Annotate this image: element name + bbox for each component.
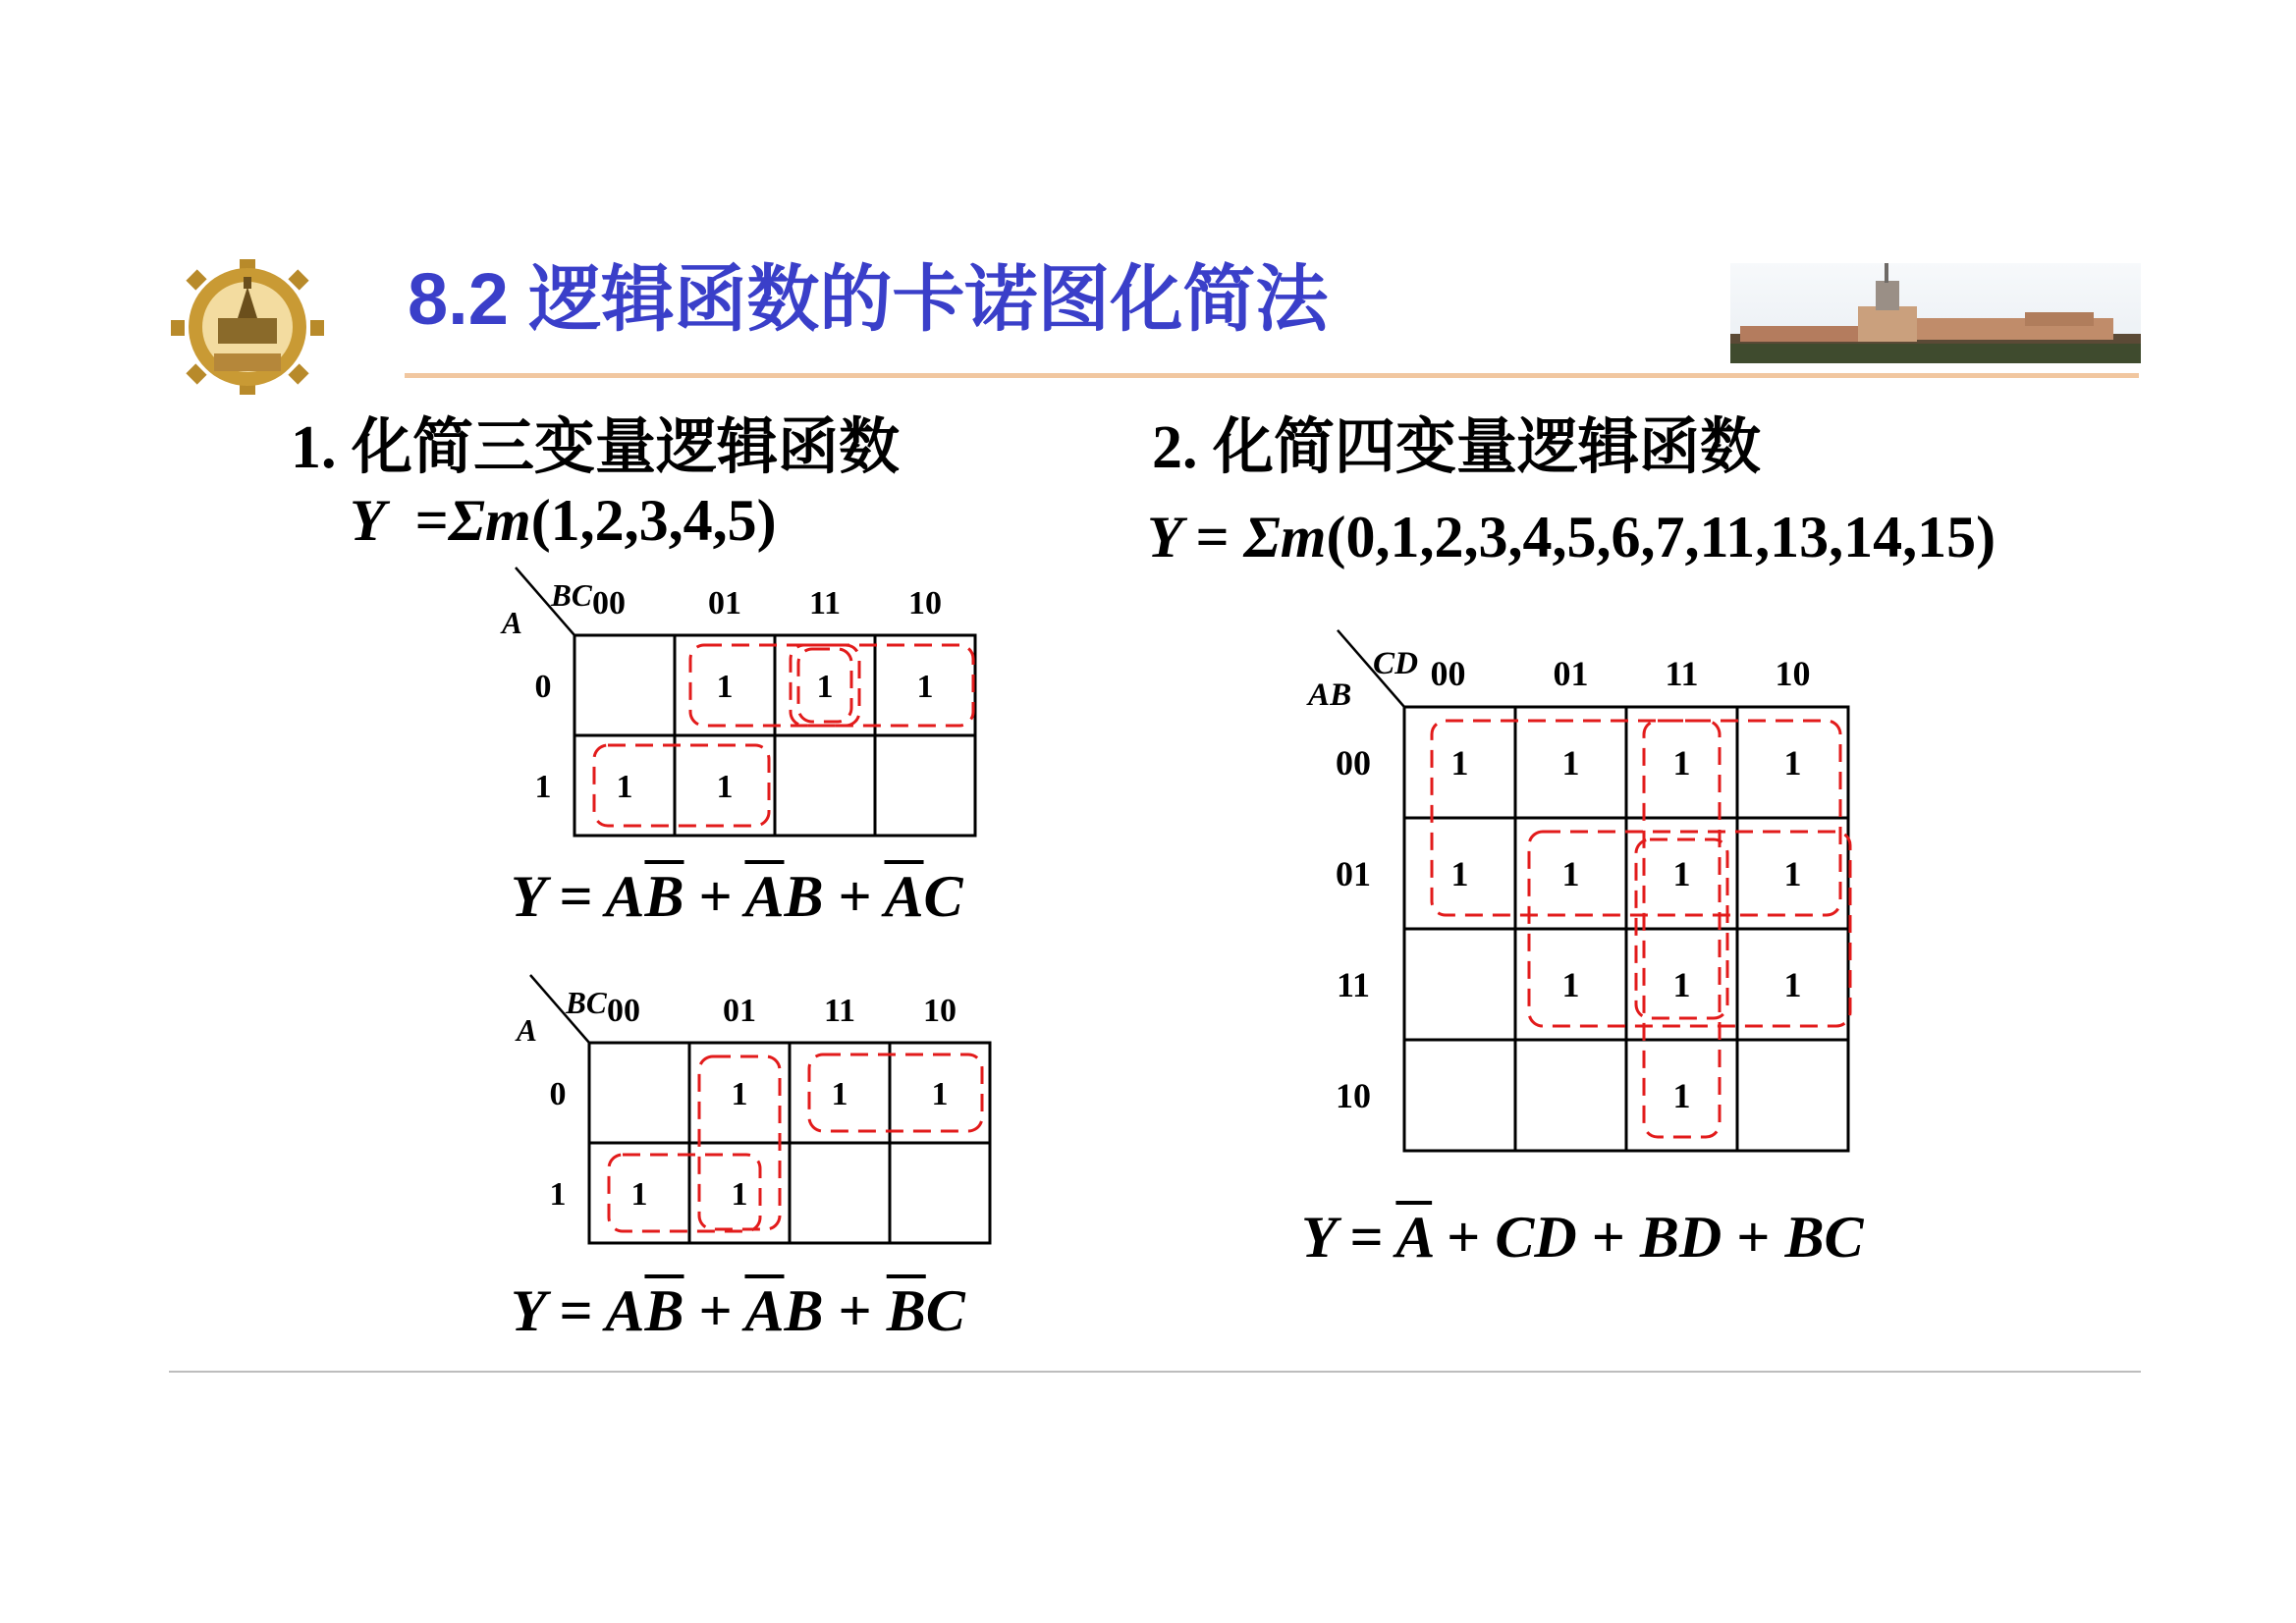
- section1-minterms: Y =Σm(1,2,3,4,5): [350, 488, 777, 553]
- kmap2-col-label: 10: [923, 993, 957, 1029]
- kmap3-col-label: 11: [1665, 654, 1699, 693]
- kmap2-row-label: 1: [549, 1175, 567, 1213]
- kmap1-cell-value: 1: [816, 668, 834, 705]
- kmap2-cell-value: 1: [630, 1175, 648, 1213]
- kmap2-col-label: 01: [723, 993, 756, 1029]
- kmap1-column-variable: BC: [551, 578, 592, 613]
- kmap1-col-label: 10: [908, 585, 942, 622]
- kmap2-cell-value: 1: [731, 1175, 748, 1213]
- kmap3-cell-value: 1: [1450, 854, 1469, 894]
- kmap3-cell-value: 1: [1561, 854, 1580, 894]
- kmap1-col-label: 00: [592, 585, 626, 622]
- kmap3-cell-value: 1: [1561, 965, 1580, 1005]
- section2-minterms: Y = Σm(0,1,2,3,4,5,6,7,11,13,14,15): [1147, 505, 1996, 569]
- kmap1-cell-value: 1: [616, 768, 633, 805]
- kmap3-col-label: 01: [1553, 654, 1589, 693]
- kmap-three-variable-2: [506, 967, 1016, 1262]
- kmap3-column-variable: CD: [1373, 645, 1418, 681]
- kmap3-row-label: 11: [1336, 965, 1371, 1005]
- kmap1-cell-value: 1: [916, 668, 934, 705]
- kmap3-cell-value: 1: [1783, 854, 1802, 894]
- kmap1-col-label: 01: [708, 585, 741, 622]
- kmap1-result: $Y = A\overline{B} + \overline{A}B + \overline{A}C$: [511, 864, 963, 929]
- kmap3-cell-value: 1: [1672, 1076, 1691, 1116]
- kmap3-result: $Y = \overline{A}$ + CD + BD + BC: [1301, 1205, 1864, 1270]
- kmap2-cell-value: 1: [931, 1075, 949, 1112]
- title-rule: [405, 373, 2139, 378]
- kmap1-cell-value: 1: [716, 668, 734, 705]
- university-emblem-icon: [171, 259, 324, 395]
- section2-heading: 2. 化简四变量逻辑函数: [1152, 414, 1762, 481]
- footer-rule: [169, 1371, 2141, 1373]
- kmap-three-variable-1: [491, 560, 1002, 854]
- kmap1-row-variable: A: [502, 606, 522, 640]
- kmap3-cell-value: 1: [1672, 965, 1691, 1005]
- kmap3-col-label: 10: [1775, 654, 1811, 693]
- campus-building-photo: [1730, 263, 2141, 363]
- kmap3-cell-value: 1: [1672, 743, 1691, 784]
- kmap2-cell-value: 1: [731, 1075, 748, 1112]
- kmap2-col-label: 11: [823, 993, 856, 1029]
- kmap3-cell-value: 1: [1783, 743, 1802, 784]
- kmap2-row-label: 0: [549, 1075, 567, 1112]
- kmap3-row-label: 01: [1336, 854, 1371, 894]
- kmap-four-variable: [1286, 619, 1876, 1168]
- kmap2-row-variable: A: [517, 1013, 537, 1048]
- kmap2-col-label: 00: [607, 993, 640, 1029]
- kmap2-result: $Y = A\overline{B} + \overline{A}B + \overline{B}C$: [511, 1278, 965, 1343]
- kmap3-row-label: 10: [1336, 1076, 1371, 1116]
- kmap3-cell-value: 1: [1561, 743, 1580, 784]
- kmap2-column-variable: BC: [566, 986, 607, 1020]
- kmap3-cell-value: 1: [1783, 965, 1802, 1005]
- slide-title: 8.2 逻辑函数的卡诺图化简法: [408, 258, 1329, 340]
- kmap3-cell-value: 1: [1672, 854, 1691, 894]
- kmap3-cell-value: 1: [1450, 743, 1469, 784]
- kmap3-col-label: 00: [1430, 654, 1466, 693]
- kmap1-row-label: 0: [534, 668, 552, 705]
- section1-heading: 1. 化简三变量逻辑函数: [291, 414, 901, 481]
- kmap2-cell-value: 1: [831, 1075, 848, 1112]
- kmap3-row-label: 00: [1336, 743, 1371, 784]
- kmap1-row-label: 1: [534, 768, 552, 805]
- kmap1-col-label: 11: [808, 585, 842, 622]
- kmap3-row-variable: AB: [1308, 676, 1352, 713]
- kmap1-cell-value: 1: [716, 768, 734, 805]
